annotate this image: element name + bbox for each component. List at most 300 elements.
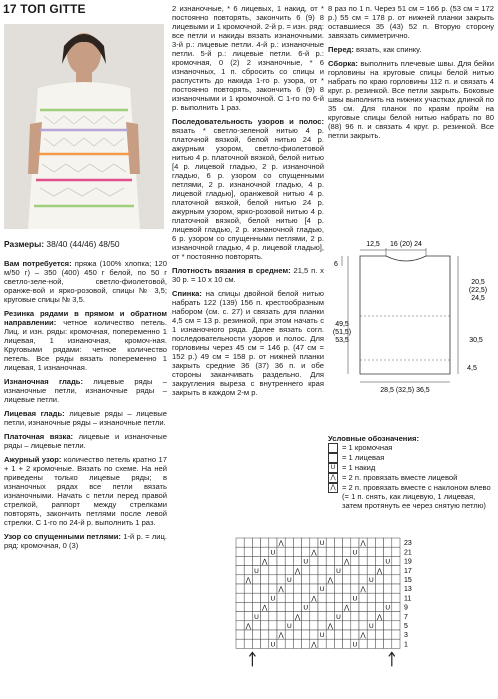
repeat-arrow-icon — [249, 652, 255, 666]
chart-cell — [252, 621, 260, 630]
rib-heading: Резинка рядами в прямом и обратном направлении: — [4, 309, 167, 327]
chart-cell — [261, 584, 269, 593]
chart-cell — [334, 639, 342, 648]
chart-symbol: U — [270, 549, 276, 557]
chart-cell — [285, 547, 293, 556]
chart-cell — [310, 621, 318, 630]
gauge-paragraph — [172, 266, 324, 284]
chart-row-label: 5 — [404, 623, 408, 630]
chart-cell — [334, 584, 342, 593]
chart-cell — [351, 556, 359, 565]
chart-cell — [334, 630, 342, 639]
chart-symbol: ⋀ — [262, 604, 268, 612]
chart-row-label: 15 — [404, 577, 412, 584]
sequence-heading: Последовательность узоров и полос: — [172, 117, 324, 126]
materials-text: пряжа (100% хлопка; 120 м/50 г) – 350 (400) 450 г белой, по 50 г светло-зеле-ной, светло-фиолетовой, оранже-вой и ярко-розовой, спицы № 3,5; круговые спицы № 3,5. — [4, 259, 167, 304]
selvage-symbol-icon — [328, 443, 338, 453]
chart-symbol: ⋀ — [245, 577, 251, 584]
chart-cell — [261, 538, 269, 547]
chart-cell — [359, 566, 367, 575]
chart-cell — [252, 602, 260, 611]
chart-row-label: 23 — [404, 540, 412, 548]
chart-cell — [269, 621, 277, 630]
chart-symbol: ⋀ — [344, 558, 350, 566]
chart-cell — [269, 630, 277, 639]
chart-cell — [261, 547, 269, 556]
chart-cell — [293, 575, 301, 584]
chart-cell — [326, 566, 334, 575]
purl-paragraph — [4, 377, 167, 404]
front-heading: Перед: — [328, 45, 354, 54]
chart-cell — [334, 547, 342, 556]
chart-cell — [302, 538, 310, 547]
chart-cell — [359, 593, 367, 602]
chart-symbol: ⋀ — [311, 595, 317, 603]
chart-cell — [375, 621, 383, 630]
chart-cell — [285, 639, 293, 648]
chart-cell — [351, 575, 359, 584]
chart-cell — [302, 566, 310, 575]
chart-cell — [277, 566, 285, 575]
chart-row-label: 3 — [404, 632, 408, 640]
chart-symbol: U — [303, 558, 309, 566]
chart-cell — [310, 612, 318, 621]
legend-item — [328, 473, 494, 483]
chart-symbol: U — [270, 641, 276, 649]
chart-symbol: ⋀ — [376, 567, 383, 575]
chart-cell — [343, 630, 351, 639]
chart-cell — [277, 556, 285, 565]
back-paragraph — [172, 289, 324, 397]
chart-cell — [236, 584, 244, 593]
chart-symbol: U — [352, 595, 358, 603]
chart-cell — [375, 556, 383, 565]
schematic-outline — [360, 256, 450, 374]
chart-cell — [302, 612, 310, 621]
chart-cell — [236, 575, 244, 584]
chart-cell — [285, 593, 293, 602]
chart-symbol: ⋀ — [278, 540, 284, 548]
back-text: на спицы двойной белой нитью набрать 122 (139) 156 п. крестообразным набором (см. с. 27) и связать для планки 4,5 см = 13 р. резинкой, при этом начать с 1 изнаночного ряда. Далее вязать согл. последовательности узоров и полос. Для горловины через 45 см = 146 р. (47 см = 152 р.) 49 см = 158 р. от нижней планки закрыть средние 36 (37) 36 п. и обе стороны заканчивать раздельно. Для закругления выреза с внутреннего края закрыть в каждом 2-м р. — [172, 289, 324, 397]
garter-heading: Платочная вязка: — [4, 432, 74, 441]
chart-cell — [334, 621, 342, 630]
chart-cell — [236, 621, 244, 630]
chart-cell — [351, 630, 359, 639]
purl-heading: Изнаночная гладь: — [4, 377, 84, 386]
back-continued-paragraph: 8 раз по 1 п. Через 51 см = 166 р. (53 см = 172 р.) 55 см = 178 р. от нижней планки закрыть оставшиеся 35 (43) 52 п. Вторую сторону завязать симметрично. — [328, 4, 494, 40]
chart-symbol: U — [319, 586, 325, 594]
chart-cell — [252, 575, 260, 584]
legend-text: = 1 накид — [342, 463, 376, 472]
chart-cell — [351, 566, 359, 575]
chart-cell — [359, 556, 367, 565]
dim-length-3: 53,5 — [335, 337, 349, 344]
chart-cell — [302, 547, 310, 556]
knit-text: лицевые ряды – лицевые петли, изнаночные ряды – изнаночные петли. — [4, 409, 167, 427]
drop-heading: Узор со спущенными петлями: — [4, 532, 121, 541]
chart-symbol: U — [336, 567, 341, 575]
chart-cell — [367, 630, 375, 639]
chart-cell — [244, 547, 252, 556]
chart-row-label: 7 — [404, 613, 408, 621]
chart-cell — [318, 612, 326, 621]
chart-cell — [261, 593, 269, 602]
chart-cell — [392, 630, 400, 639]
chart-cell — [343, 639, 351, 648]
sizes-label: Размеры: — [4, 239, 45, 249]
chart-cell — [326, 547, 334, 556]
chart-cell — [285, 566, 293, 575]
chart-cell — [351, 584, 359, 593]
sequence-paragraph — [172, 117, 324, 261]
chart-cell — [236, 547, 244, 556]
chart-cell — [261, 612, 269, 621]
chart-symbol: ⋀ — [360, 586, 366, 594]
legend-text: = 2 п. провязать вместе лицевой — [342, 473, 458, 482]
chart-cell — [269, 538, 277, 547]
chart-cell — [343, 612, 351, 621]
chart-cell — [334, 593, 342, 602]
chart-symbol: U — [303, 604, 309, 612]
chart-cell — [252, 556, 260, 565]
chart-cell — [326, 602, 334, 611]
k2tog-symbol-icon: ⋀ — [328, 473, 338, 483]
dim-armhole-1: 20,5 — [471, 279, 485, 286]
chart-symbol: U — [336, 613, 341, 621]
chart-cell — [244, 602, 252, 611]
chart-cell — [285, 602, 293, 611]
chart-cell — [252, 584, 260, 593]
chart-symbol: ⋀ — [327, 623, 333, 630]
chart-cell — [326, 538, 334, 547]
chart-cell — [392, 575, 400, 584]
symbol-legend — [328, 434, 494, 510]
chart-cell — [343, 584, 351, 593]
chart-cell — [310, 538, 318, 547]
front-paragraph — [328, 45, 494, 54]
chart-cell — [384, 639, 392, 648]
chart-cell — [375, 584, 383, 593]
chart-cell — [367, 639, 375, 648]
gauge-heading: Плотность вязания в среднем: — [172, 266, 291, 275]
chart-symbol: U — [254, 613, 259, 621]
chart-cell — [302, 584, 310, 593]
chart-row-label: 19 — [404, 558, 412, 566]
chart-cell — [351, 621, 359, 630]
chart-cell — [269, 566, 277, 575]
chart-cell — [318, 639, 326, 648]
chart-cell — [384, 547, 392, 556]
chart-symbol: U — [319, 540, 325, 548]
chart-cell — [244, 556, 252, 565]
garter-text: лицевые и изнаночные ряды – лицевые петли. — [4, 432, 167, 450]
chart-cell — [318, 575, 326, 584]
knit-paragraph — [4, 409, 167, 427]
chart-cell — [343, 566, 351, 575]
chart-cell — [351, 612, 359, 621]
chart-cell — [252, 593, 260, 602]
chart-symbol: ⋀ — [327, 577, 333, 584]
chart-cell — [343, 538, 351, 547]
chart-cell — [367, 556, 375, 565]
lace-text: количество петель кратно 17 + 1 + 2 кромочные. Вязать по схеме. На ней приведены только лицевые ряды; в изнаночных рядах все петли вязать изнаночными. Начать с петли перед правой стрелкой, раппорт между стрелками повторять, закончить петлями после левой стрелки. С 1-го по 24-й р. выполнить 1 раз. — [4, 455, 167, 527]
assembly-text: выполнить плечевые швы. Для бейки горловины на круговые спицы белой нитью набрать по краю горловины 112 п. и связать 4 круг. р. резинкой. Все петли закрыть. Боковые швы выполнить на нижних участках длиной по 35 см. Для планок по краям пройм на круговые спицы белой нитью набрать по 80 (88) 96 п. и связать 4 круг. р. резинкой. Все петли закрыть. — [328, 59, 494, 140]
chart-cell — [236, 612, 244, 621]
chart-cell — [277, 639, 285, 648]
dim-neck-depth: 6 — [334, 261, 338, 268]
chart-cell — [384, 612, 392, 621]
chart-cell — [392, 538, 400, 547]
chart-cell — [334, 556, 342, 565]
chart-cell — [269, 575, 277, 584]
chart-cell — [261, 621, 269, 630]
dim-side-seam: 30,5 — [469, 337, 483, 344]
chart-cell — [293, 538, 301, 547]
stitch-chart — [232, 534, 422, 697]
materials-heading: Вам потребуется: — [4, 259, 72, 268]
chart-cell — [343, 575, 351, 584]
purl-text: лицевые ряды – изнаночные петли, изнаночные ряды – лицевые петли. — [4, 377, 167, 404]
chart-cell — [277, 621, 285, 630]
chart-cell — [392, 612, 400, 621]
legend-item — [328, 463, 494, 473]
chart-cell — [285, 556, 293, 565]
chart-cell — [367, 547, 375, 556]
chart-cell — [367, 602, 375, 611]
dim-length-2: (51,5) — [332, 329, 352, 336]
dim-shoulder: 12,5 — [366, 241, 380, 248]
chart-cell — [384, 538, 392, 547]
dim-neck-width: 16 (20) 24 — [390, 241, 422, 248]
chart-cell — [367, 538, 375, 547]
chart-cell — [318, 593, 326, 602]
chart-cell — [392, 593, 400, 602]
chart-cell — [334, 538, 342, 547]
chart-cell — [318, 566, 326, 575]
chart-cell — [392, 602, 400, 611]
chart-cell — [310, 575, 318, 584]
dim-armhole-3: 24,5 — [471, 295, 485, 302]
chart-cell — [375, 639, 383, 648]
chart-cell — [375, 538, 383, 547]
chart-cell — [375, 547, 383, 556]
chart-cell — [277, 602, 285, 611]
chart-cell — [244, 538, 252, 547]
lace-paragraph — [4, 455, 167, 527]
chart-cell — [384, 584, 392, 593]
chart-cell — [236, 639, 244, 648]
chart-cell — [293, 556, 301, 565]
chart-cell — [293, 547, 301, 556]
chart-symbol: ⋀ — [294, 613, 301, 621]
chart-cell — [359, 612, 367, 621]
chart-cell — [285, 538, 293, 547]
chart-cell — [318, 547, 326, 556]
chart-cell — [310, 602, 318, 611]
rib-paragraph — [4, 309, 167, 372]
chart-symbol: ⋀ — [344, 604, 350, 612]
chart-cell — [244, 612, 252, 621]
chart-cell — [277, 593, 285, 602]
chart-cell — [244, 566, 252, 575]
chart-symbol: U — [385, 604, 391, 612]
chart-cell — [359, 547, 367, 556]
chart-cell — [375, 602, 383, 611]
lace-heading: Ажурный узор: — [4, 455, 62, 464]
column-left — [4, 240, 167, 555]
chart-cell — [244, 593, 252, 602]
chart-cell — [359, 575, 367, 584]
chart-cell — [343, 547, 351, 556]
chart-cell — [359, 602, 367, 611]
chart-cell — [310, 566, 318, 575]
chart-cell — [343, 621, 351, 630]
garter-paragraph — [4, 432, 167, 450]
chart-cell — [244, 639, 252, 648]
chart-row-label: 13 — [404, 586, 412, 594]
chart-cell — [310, 584, 318, 593]
chart-cell — [367, 566, 375, 575]
chart-cell — [252, 547, 260, 556]
chart-cell — [236, 566, 244, 575]
drop-paragraph — [4, 532, 167, 550]
legend-item — [328, 453, 494, 463]
chart-cell — [351, 538, 359, 547]
chart-cell — [244, 630, 252, 639]
chart-cell — [318, 621, 326, 630]
chart-cell — [392, 547, 400, 556]
chart-cell — [236, 593, 244, 602]
chart-cell — [326, 593, 334, 602]
chart-row-label: 11 — [404, 595, 412, 603]
chart-cell — [293, 584, 301, 593]
chart-row-label: 17 — [404, 567, 412, 575]
assembly-heading: Сборка: — [328, 59, 358, 68]
chart-cell — [343, 593, 351, 602]
garment-schematic — [328, 236, 496, 416]
chart-symbol: ⋀ — [311, 641, 317, 649]
chart-cell — [359, 639, 367, 648]
chart-cell — [277, 547, 285, 556]
chart-row-label: 21 — [404, 549, 412, 557]
chart-cell — [334, 575, 342, 584]
chart-cell — [392, 566, 400, 575]
chart-cell — [384, 630, 392, 639]
rib-text: четное количество петель. Лиц. и изн. ряды: кромочная, попеременно 1 лицевая, 1 изнаночная, кромоч-ная. Круговыми рядами: четное количество петель. Все ряды вязать попеременно 1 лицевая, 1 изнаночная. — [4, 318, 167, 372]
legend-text: = 2 п. провязать вместе с наклоном влево (= 1 п. снять, как лицевую, 1 лицевая, затем протянуть ее через снятую петлю) — [342, 483, 491, 510]
chart-cell — [384, 566, 392, 575]
chart-cell — [252, 630, 260, 639]
chart-cell — [367, 612, 375, 621]
assembly-paragraph — [328, 59, 494, 140]
chart-symbol: U — [319, 632, 325, 640]
column-middle — [172, 4, 324, 402]
chart-cell — [236, 538, 244, 547]
chart-cell — [384, 621, 392, 630]
repeat-arrow-icon — [389, 652, 395, 666]
chart-cell — [261, 630, 269, 639]
chart-cell — [302, 575, 310, 584]
chart-cell — [293, 639, 301, 648]
chart-symbol: U — [368, 577, 374, 584]
chart-cell — [326, 612, 334, 621]
legend-item — [328, 443, 494, 453]
back-heading: Спинка: — [172, 289, 202, 298]
chart-cell — [367, 584, 375, 593]
legend-title: Условные обозначения: — [328, 434, 420, 443]
chart-cell — [384, 593, 392, 602]
chart-cell — [302, 621, 310, 630]
chart-cell — [318, 556, 326, 565]
chart-cell — [252, 538, 260, 547]
chart-symbol: U — [352, 641, 358, 649]
chart-cell — [285, 612, 293, 621]
ssk-symbol-icon: ⋀ — [328, 483, 338, 493]
chart-cell — [334, 602, 342, 611]
chart-cell — [326, 639, 334, 648]
legend-text: = 1 кромочная — [342, 443, 393, 452]
chart-cell — [285, 584, 293, 593]
chart-cell — [244, 584, 252, 593]
chart-cell — [318, 602, 326, 611]
chart-cell — [367, 593, 375, 602]
chart-cell — [392, 639, 400, 648]
chart-cell — [302, 630, 310, 639]
chart-cell — [375, 575, 383, 584]
chart-cell — [326, 556, 334, 565]
chart-cell — [302, 593, 310, 602]
chart-symbol: ⋀ — [278, 586, 284, 594]
chart-cell — [293, 602, 301, 611]
chart-symbol: ⋀ — [376, 613, 383, 621]
knit-heading: Лицевая гладь: — [4, 409, 65, 418]
yarn-over-symbol-icon: U — [328, 463, 338, 473]
chart-symbol: U — [385, 558, 391, 566]
dim-armhole-2: (22,5) — [468, 287, 488, 294]
chart-cell — [326, 630, 334, 639]
chart-cell — [261, 566, 269, 575]
chart-symbol: U — [352, 549, 358, 557]
chart-cell — [351, 602, 359, 611]
model-photo — [4, 24, 164, 229]
chart-symbol: ⋀ — [262, 558, 268, 566]
chart-cell — [310, 630, 318, 639]
chart-cell — [261, 575, 269, 584]
chart-symbol: ⋀ — [245, 623, 251, 630]
chart-cell — [375, 630, 383, 639]
chart-cell — [375, 593, 383, 602]
chart-cell — [392, 556, 400, 565]
chart-cell — [302, 639, 310, 648]
dim-hem: 4,5 — [467, 365, 477, 372]
model-photo-illustration — [4, 24, 164, 229]
sequence-text: вязать * светло-зеленой нитью 4 р. платочной вязкой, белой нитью 24 р. ажурным узором, светло-фиолетовой нитью 4 р. платочной вязкой, белой нитью [4 р. лицевой гладью, 2 р. изнаночной гладью, 6 р. узором со спущенными петлями, 2 р. изнаночной гладью, 4 р. лицевой гладью], оранжевой нитью 4 р. платочной вязкой, белой нитью 24 р. ажурным узором, ярко-розовой нитью 4 р. платочной вязкой, белой нитью [4 р. лицевой гладью, 2 р. изнаночной гладью, 6 р. узором со спущенными петлями, 2 р. изнаночной гладью, 4 р. лицевой гладью], от * постоянно повторять. — [172, 126, 324, 261]
chart-cell — [269, 584, 277, 593]
chart-cell — [293, 621, 301, 630]
column-right — [328, 4, 494, 145]
chart-cell — [310, 556, 318, 565]
sizes-value: 38/40 (44/46) 48/50 — [44, 239, 120, 249]
chart-cell — [261, 639, 269, 648]
chart-cell — [269, 602, 277, 611]
chart-cell — [252, 639, 260, 648]
pattern-title: 17 ТОП GITTE — [3, 2, 86, 16]
drop-text: 1-й р. = лиц. ряд: кромочная, 0 (3) — [4, 532, 168, 550]
chart-symbol: U — [270, 595, 276, 603]
chart-symbol: U — [286, 577, 292, 584]
chart-symbol: ⋀ — [360, 632, 366, 640]
legend-item — [328, 483, 494, 510]
